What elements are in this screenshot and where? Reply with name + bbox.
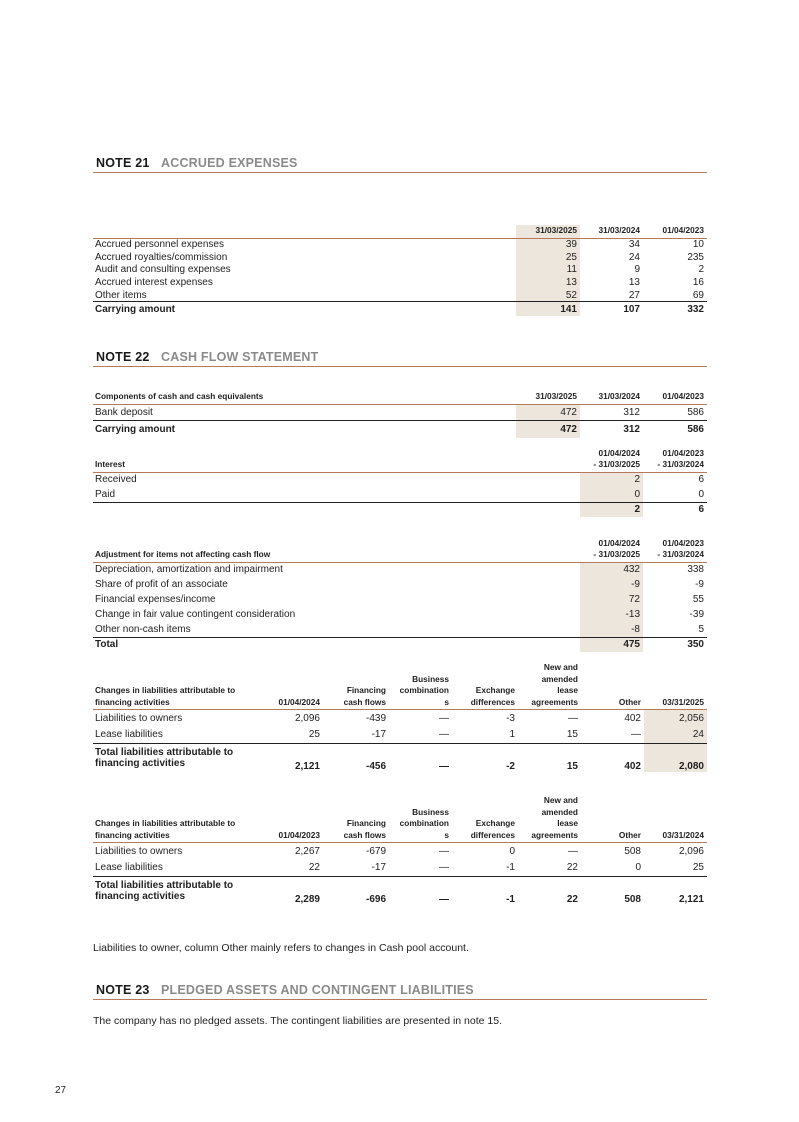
header-line: financing activities: [95, 696, 170, 707]
cell: 586: [643, 420, 707, 438]
total-row: [93, 420, 707, 438]
row-label: Share of profit of an associate: [95, 579, 228, 590]
table-header-label: [93, 662, 261, 710]
note-23-heading: [93, 980, 707, 1000]
col-header-line: 01/04/2024: [598, 447, 640, 458]
cell: 2,096: [294, 712, 320, 724]
cell: 15: [566, 729, 578, 741]
cell: 34: [628, 239, 640, 251]
cell: 1: [509, 729, 515, 741]
header-line: amended: [541, 806, 578, 817]
table-row: [93, 577, 707, 592]
row-label: Accrued royalties/commission: [95, 251, 228, 263]
page-number: 27: [55, 1085, 67, 1096]
cell: -696: [323, 877, 389, 905]
cell: 22: [308, 862, 320, 874]
cell: 2,121: [644, 877, 707, 905]
table-row: [93, 710, 707, 727]
col-header: Other: [581, 662, 644, 710]
cell: 0: [509, 845, 515, 857]
table-row: [93, 472, 707, 487]
table-row: [93, 562, 707, 577]
cell: 13: [628, 277, 640, 289]
total-label: Carrying amount: [93, 302, 516, 316]
col-header: [643, 537, 707, 562]
total-label-line: Total liabilities attributable to: [95, 746, 234, 758]
table-row: [93, 843, 707, 860]
cell: 10: [692, 239, 704, 251]
cell: -679: [365, 845, 386, 857]
interest-table: [93, 447, 707, 517]
cell: —: [568, 712, 578, 724]
cell: 312: [580, 420, 643, 438]
cell: 402: [581, 744, 644, 772]
cell: 52: [516, 289, 580, 302]
header-line: s: [444, 829, 449, 840]
cell: 16: [692, 277, 704, 289]
col-header: [518, 795, 581, 843]
total-row: [93, 637, 707, 652]
note-number: NOTE 22: [96, 350, 150, 364]
cell: —: [439, 729, 449, 741]
cell: 6: [698, 474, 704, 486]
footnote-text: Liabilities to owner, column Other mainly refers to changes in Cash pool account.: [93, 942, 469, 954]
total-label: [93, 502, 580, 517]
row-label: Liabilities to owners: [95, 845, 183, 857]
col-header-line: - 31/03/2025: [593, 549, 640, 559]
col-header: 01/04/2023: [643, 388, 707, 404]
cell: -39: [689, 609, 704, 620]
cell: 22: [566, 862, 578, 874]
cell: -17: [371, 862, 386, 874]
col-header: [452, 662, 518, 710]
header-line: differences: [470, 696, 515, 707]
cell: 24: [644, 727, 707, 744]
table-row: [93, 860, 707, 877]
row-label: Liabilities to owners: [95, 712, 183, 724]
cell: 13: [516, 276, 580, 289]
cell: -13: [580, 607, 643, 622]
total-label: [93, 744, 261, 772]
header-line: Exchange: [475, 818, 515, 828]
col-header-line: 01/04/2024: [598, 537, 640, 548]
cell: 2,096: [678, 845, 704, 857]
cell: 39: [516, 238, 580, 251]
table-row: [93, 264, 707, 277]
header-line: Changes in liabilities attributable to: [95, 685, 236, 695]
cell: 338: [687, 564, 704, 576]
header-line: Exchange: [475, 685, 515, 695]
cell: 432: [580, 562, 643, 577]
cell: 508: [624, 845, 641, 857]
col-header: 31/03/2024: [580, 388, 643, 404]
col-header: 31/03/2025: [516, 225, 580, 238]
header-line: Business: [412, 806, 449, 817]
table-row: [93, 276, 707, 289]
col-header: 31/03/2024: [580, 225, 643, 238]
col-header: [580, 447, 643, 472]
header-line: cash flows: [343, 696, 386, 707]
header-line: lease: [557, 685, 578, 695]
cell: 402: [624, 712, 641, 724]
col-header-line: 01/04/2023: [662, 447, 704, 458]
cell: 25: [308, 729, 320, 741]
row-label: Lease liabilities: [95, 862, 163, 874]
col-header-line: - 31/03/2025: [593, 459, 640, 469]
header-line: lease: [557, 818, 578, 828]
cell: 2,267: [294, 845, 320, 857]
cell: -9: [580, 577, 643, 592]
row-label: Accrued interest expenses: [95, 277, 213, 289]
cell: -17: [371, 729, 386, 741]
header-line: New and: [543, 662, 578, 672]
cell: 2: [580, 472, 643, 487]
cell: 508: [581, 877, 644, 905]
cell: 22: [518, 877, 581, 905]
cell: -3: [506, 712, 515, 724]
cell: 2,121: [261, 744, 323, 772]
table-header-label: [93, 795, 261, 843]
col-header: 03/31/2025: [644, 662, 707, 710]
total-row: [93, 302, 707, 316]
total-label-line: Total liabilities attributable to: [95, 879, 234, 891]
note-23-text: The company has no pledged assets. The contingent liabilities are presented in note 15.: [93, 1015, 502, 1027]
cell: 2,289: [261, 877, 323, 905]
cell: —: [389, 877, 452, 905]
cell: —: [439, 862, 449, 874]
cell: 107: [580, 302, 643, 316]
accrued-expenses-table: [93, 225, 707, 316]
cell: 2: [698, 264, 704, 276]
table-row: [93, 251, 707, 264]
row-label: Depreciation, amortization and impairment: [95, 564, 283, 576]
col-header: [389, 795, 452, 843]
header-line: amended: [541, 673, 578, 684]
cell: -2: [452, 744, 518, 772]
cell: 9: [634, 264, 640, 276]
row-label: Other non-cash items: [95, 623, 191, 635]
cell: 0: [635, 862, 641, 874]
table-row: [93, 404, 707, 420]
cell: 72: [580, 592, 643, 607]
cell: 141: [516, 302, 580, 316]
total-label: Carrying amount: [93, 420, 516, 438]
cell: 6: [643, 502, 707, 517]
total-row: [93, 744, 707, 772]
table-header-label: Components of cash and cash equivalents: [93, 388, 516, 404]
total-label: Total: [93, 637, 580, 652]
col-header: 01/04/2024: [261, 662, 323, 710]
col-header: 01/04/2023: [643, 225, 707, 238]
cell: 69: [692, 289, 704, 301]
table-header-label: Adjustment for items not affecting cash flow: [93, 537, 580, 562]
row-label: Other items: [95, 289, 147, 301]
cell: 2,056: [644, 710, 707, 727]
header-line: s: [444, 696, 449, 707]
cell: —: [568, 845, 578, 857]
header-line: agreements: [531, 696, 578, 707]
cell: -1: [452, 877, 518, 905]
note-number: NOTE 21: [96, 156, 150, 170]
table-row: [93, 607, 707, 622]
col-header: [323, 795, 389, 843]
col-header: [389, 662, 452, 710]
note-21-heading: [93, 153, 707, 173]
note-22-heading: [93, 347, 707, 367]
row-label: Change in fair value contingent consideration: [95, 609, 296, 620]
header-line: Financing: [346, 818, 386, 828]
financing-liabilities-2024-table: [93, 795, 707, 905]
cell: 475: [580, 637, 643, 652]
row-label: Financial expenses/income: [95, 594, 216, 605]
cell: 350: [643, 637, 707, 652]
total-row: [93, 877, 707, 905]
col-header: [518, 662, 581, 710]
total-label-line: financing activities: [95, 757, 186, 769]
cell: -1: [506, 862, 515, 874]
cell: 27: [628, 289, 640, 301]
note-title: ACCRUED EXPENSES: [161, 156, 298, 170]
cell: -456: [323, 744, 389, 772]
row-label: Lease liabilities: [95, 729, 163, 741]
total-label-line: financing activities: [95, 890, 186, 902]
header-line: Changes in liabilities attributable to: [95, 818, 236, 828]
cell: 0: [698, 488, 704, 500]
col-header-line: - 31/03/2024: [657, 459, 704, 469]
cell: 0: [580, 487, 643, 502]
cell: 24: [628, 251, 640, 263]
table-row: [93, 289, 707, 302]
cell: -439: [365, 712, 386, 724]
header-line: financing activities: [95, 829, 170, 840]
cell: 586: [687, 406, 704, 418]
table-row: [93, 727, 707, 744]
cell: 11: [516, 264, 580, 277]
table-row: [93, 592, 707, 607]
table-row: [93, 238, 707, 251]
cell: 332: [643, 302, 707, 316]
row-label: Received: [95, 474, 137, 486]
row-label: Paid: [95, 488, 116, 500]
header-line: cash flows: [343, 829, 386, 840]
cell: —: [389, 744, 452, 772]
col-header: [323, 662, 389, 710]
col-header: 03/31/2024: [644, 795, 707, 843]
header-line: combination: [399, 685, 449, 695]
note-number: NOTE 23: [96, 983, 150, 997]
col-header: Other: [581, 795, 644, 843]
cash-equivalents-table: [93, 388, 707, 438]
cell: -9: [695, 579, 704, 590]
note-title: PLEDGED ASSETS AND CONTINGENT LIABILITIES: [161, 983, 474, 997]
cell: 2: [580, 502, 643, 517]
cell: 25: [692, 862, 704, 874]
total-label: [93, 877, 261, 905]
col-header: [643, 447, 707, 472]
cell: 5: [698, 623, 704, 635]
table-row: [93, 487, 707, 502]
table-header-label: Interest: [93, 447, 580, 472]
col-header-line: - 31/03/2024: [657, 549, 704, 559]
header-blank: [93, 225, 516, 238]
row-label: Accrued personnel expenses: [95, 239, 224, 251]
cell: 15: [518, 744, 581, 772]
cell: 235: [687, 251, 704, 263]
cell: —: [631, 729, 641, 741]
cell: —: [439, 712, 449, 724]
cell: 472: [516, 420, 580, 438]
total-row: [93, 502, 707, 517]
cell: 472: [516, 404, 580, 420]
cell: 25: [516, 251, 580, 264]
col-header: 31/03/2025: [516, 388, 580, 404]
header-line: agreements: [531, 829, 578, 840]
header-line: New and: [543, 795, 578, 805]
header-line: differences: [470, 829, 515, 840]
header-line: combination: [399, 818, 449, 828]
cell: —: [439, 845, 449, 857]
cell: -8: [580, 622, 643, 637]
col-header-line: 01/04/2023: [662, 537, 704, 548]
col-header: [580, 537, 643, 562]
cell: 55: [692, 594, 704, 605]
header-line: Financing: [346, 685, 386, 695]
cell: 2,080: [644, 744, 707, 772]
col-header: [452, 795, 518, 843]
row-label: Bank deposit: [95, 406, 153, 418]
cell: 312: [623, 406, 640, 418]
table-row: [93, 622, 707, 637]
note-title: CASH FLOW STATEMENT: [161, 350, 319, 364]
adjustments-table: [93, 537, 707, 652]
row-label: Audit and consulting expenses: [95, 264, 231, 276]
col-header: 01/04/2023: [261, 795, 323, 843]
financing-liabilities-2025-table: [93, 662, 707, 772]
header-line: Business: [412, 673, 449, 684]
